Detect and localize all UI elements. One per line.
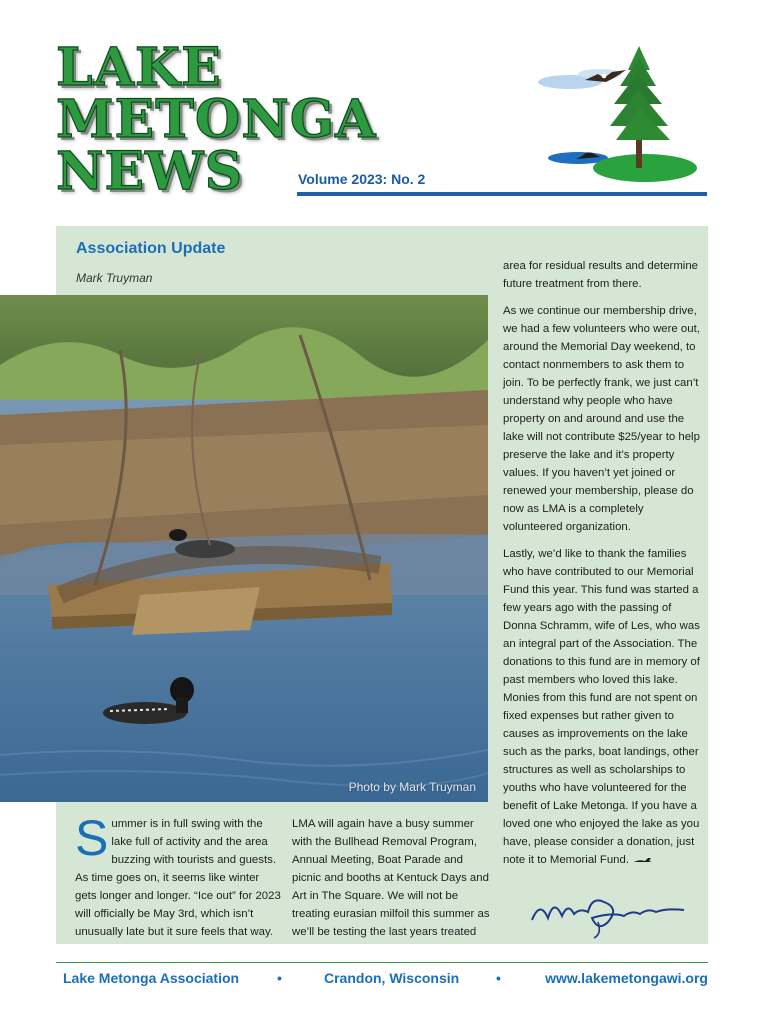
loon-end-mark-icon	[633, 856, 653, 864]
volume-label: Volume 2023: No. 2	[298, 171, 426, 187]
article-col3-paragraph-1: area for residual results and determine future treatment from there.	[503, 260, 699, 290]
article-title: Association Update	[76, 240, 226, 257]
article-col3-paragraph-2: As we continue our membership drive, we had a few volunteers who were out, around the Memorial Day weekend, to contact nonmembers to ask them to join. To be perfectly frank, we just can’t understand why people who have property on and around and use the lake will not contribute $25/year to help preserve the lake and it’s property values. If you haven’t yet joined or renewed your membership, please do now as LMA is a completely volunteered organization.	[503, 305, 700, 533]
article-col3-paragraph-3-text: Lastly, we’d like to thank the families who have contributed to our Memorial Fund this year. This fund was started a few years ago with the passing of Donna Schramm, wife of Les, who was an integral part of the Association. The donations to this fund are in memory of past members who loved this lake. Monies from this fund are not spent on fixed expenses but rather given to causes as improvements on the lake such as the parks, boat landings, other structures as well as scholarships to youths who have volunteered for the benefit of Lake Metonga. If you have a loved one who enjoyed the lake as you have, please consider a donation, just note it to Memorial Fund.	[503, 548, 700, 866]
signature-icon	[528, 888, 688, 940]
masthead-line-lake: LAKE	[56, 37, 222, 98]
drop-cap: S	[75, 810, 109, 866]
footer-website-link[interactable]: www.lakemetongawi.org	[545, 970, 708, 986]
title-rule	[297, 192, 707, 196]
footer-location: Crandon, Wisconsin	[324, 970, 460, 986]
article-byline: Mark Truyman	[76, 271, 153, 285]
footer-separator-1: •	[277, 970, 282, 986]
footer-rule	[56, 962, 708, 963]
article-column-2	[292, 815, 492, 941]
loon-nest-photo	[0, 295, 488, 802]
tree-eagle-loon-logo-icon	[530, 40, 710, 190]
page-footer	[56, 970, 708, 992]
article-column-1	[75, 810, 281, 941]
loon-nest-photo-illustration	[0, 295, 488, 802]
masthead-line-news: NEWS	[56, 141, 244, 202]
footer-separator-2: •	[496, 970, 501, 986]
article-col1-text: ummer is in full swing with the lake full of activity and the area buzzing with tourists and guests. As time goes on, it seems like winter gets longer and longer. “Ice out” for 2023 will officially be May 3rd, which isn’t unusually late but it sure feels that way.	[75, 818, 281, 938]
footer-organization: Lake Metonga Association	[63, 970, 240, 986]
article-col3-paragraph-3	[503, 545, 703, 869]
article-column-3	[503, 257, 703, 878]
masthead-line-metonga: METONGA	[56, 89, 377, 150]
photo-credit: Photo by Mark Truyman	[348, 780, 476, 794]
article-col2-text: LMA will again have a busy summer with the Bullhead Removal Program, Annual Meeting, Boat Parade and picnic and booths at Kentuck Days and Art in The Square. We will not be treating eurasian milfoil this summer as we’ll be testing the last years treated	[292, 818, 490, 938]
